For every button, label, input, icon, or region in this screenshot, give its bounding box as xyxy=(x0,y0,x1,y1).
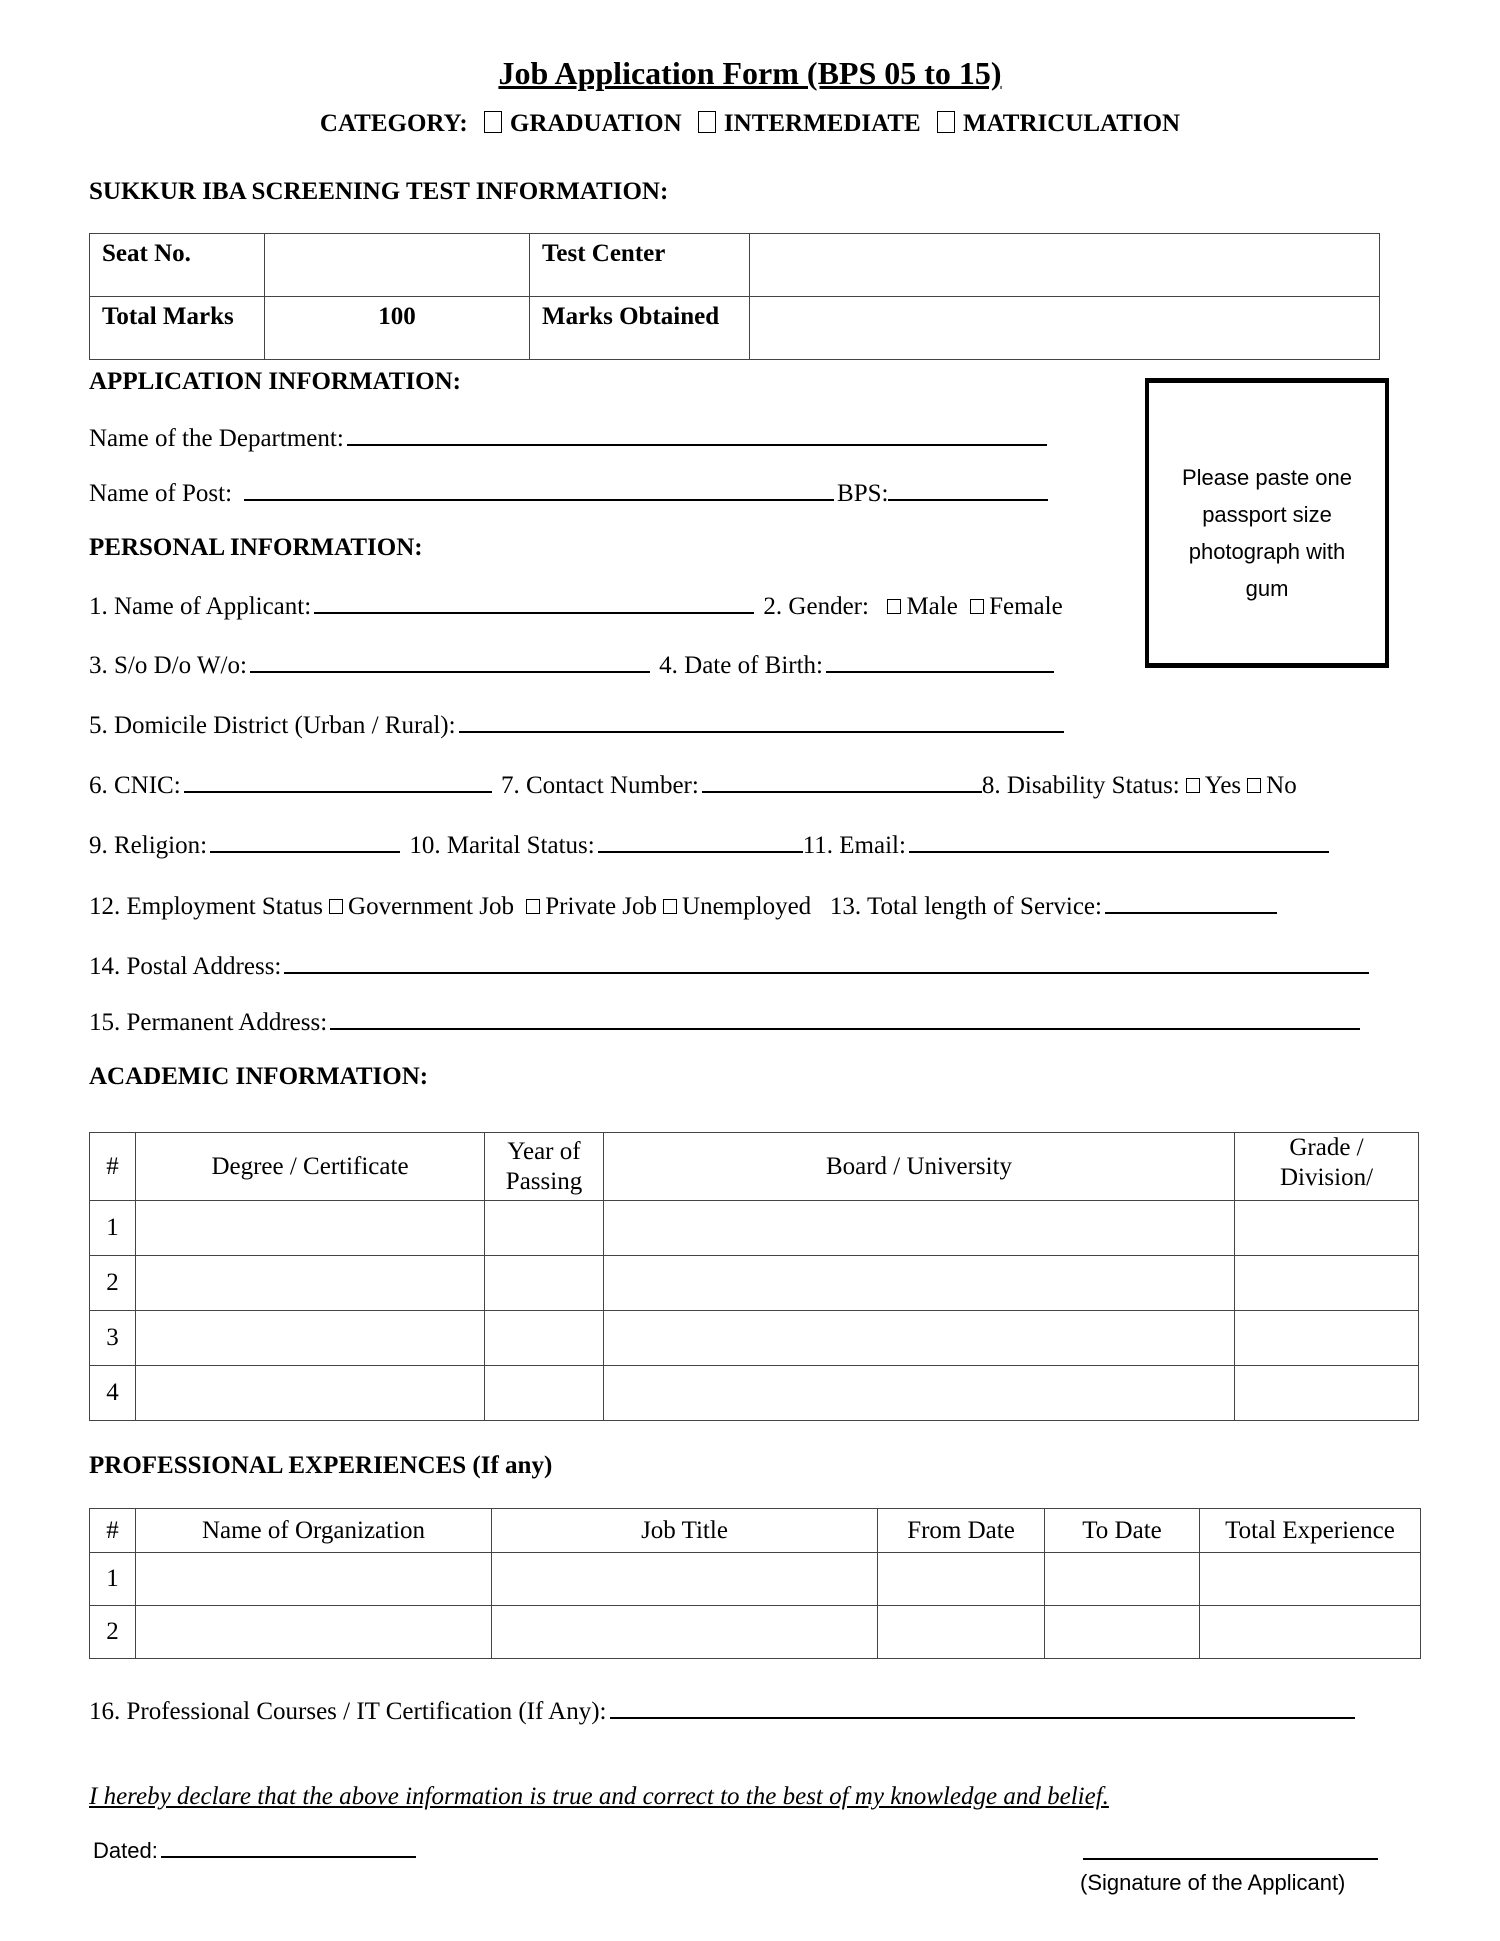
option-graduation: GRADUATION xyxy=(509,110,682,137)
row-number: 1 xyxy=(90,1201,136,1256)
option-government-job: Government Job xyxy=(348,893,514,920)
employment-row xyxy=(89,892,1280,921)
checkbox-private-job[interactable] xyxy=(526,899,540,914)
post-row xyxy=(89,479,1051,508)
total-marks-value: 100 xyxy=(265,297,530,360)
academic-table xyxy=(89,1132,1419,1421)
checkbox-female[interactable] xyxy=(970,599,984,614)
option-unemployed: Unemployed xyxy=(682,893,812,920)
parent-label: 3. S/o D/o W/o: xyxy=(89,652,247,679)
department-label: Name of the Department: xyxy=(89,425,344,452)
name-field[interactable] xyxy=(314,592,754,614)
employment-label: 12. Employment Status xyxy=(89,893,324,920)
domicile-label: 5. Domicile District (Urban / Rural): xyxy=(89,712,456,739)
total-experience-cell[interactable] xyxy=(1200,1606,1421,1659)
option-disability-yes: Yes xyxy=(1204,772,1242,799)
parent-dob-row xyxy=(89,651,1057,680)
dated-label: Dated: xyxy=(93,1838,158,1863)
organization-cell[interactable] xyxy=(136,1553,492,1606)
col-total-experience: Total Experience xyxy=(1200,1509,1421,1553)
religion-field[interactable] xyxy=(210,831,400,853)
row-number: 2 xyxy=(90,1256,136,1311)
dob-label: 4. Date of Birth: xyxy=(659,652,823,679)
domicile-field[interactable] xyxy=(459,711,1064,733)
professional-heading: PROFESSIONAL EXPERIENCES (If any) xyxy=(89,1452,553,1479)
postal-row xyxy=(89,952,1372,981)
signature-field[interactable] xyxy=(1083,1838,1378,1860)
to-date-cell[interactable] xyxy=(1045,1553,1200,1606)
job-title-cell[interactable] xyxy=(492,1606,878,1659)
col-year: Year of Passing xyxy=(485,1133,604,1201)
screening-heading: SUKKUR IBA SCREENING TEST INFORMATION: xyxy=(89,178,669,205)
dob-field[interactable] xyxy=(826,651,1054,673)
checkbox-government-job[interactable] xyxy=(329,899,343,914)
permanent-label: 15. Permanent Address: xyxy=(89,1009,328,1036)
religion-label: 9. Religion: xyxy=(89,832,208,859)
total-experience-cell[interactable] xyxy=(1200,1553,1421,1606)
row-number: 3 xyxy=(90,1311,136,1366)
email-field[interactable] xyxy=(909,831,1329,853)
post-field[interactable] xyxy=(244,479,834,501)
service-field[interactable] xyxy=(1105,892,1277,914)
board-cell[interactable] xyxy=(604,1256,1235,1311)
checkbox-disability-no[interactable] xyxy=(1247,778,1261,793)
test-center-label: Test Center xyxy=(530,234,750,297)
option-intermediate: INTERMEDIATE xyxy=(723,110,921,137)
option-female: Female xyxy=(989,593,1063,620)
courses-field[interactable] xyxy=(610,1697,1355,1719)
option-male: Male xyxy=(906,593,958,620)
declaration-text: I hereby declare that the above information is true and correct to the best of my knowledge and belief. xyxy=(89,1783,1109,1810)
grade-cell[interactable] xyxy=(1235,1201,1419,1256)
checkbox-matriculation[interactable] xyxy=(937,111,955,133)
category-label: CATEGORY: xyxy=(319,110,468,137)
marks-obtained-label: Marks Obtained xyxy=(530,297,750,360)
grade-cell[interactable] xyxy=(1235,1311,1419,1366)
name-label: 1. Name of Applicant: xyxy=(89,593,312,620)
gender-label: 2. Gender: xyxy=(763,593,869,620)
professional-table xyxy=(89,1508,1421,1659)
row-number: 4 xyxy=(90,1366,136,1421)
year-cell[interactable] xyxy=(485,1201,604,1256)
table-row xyxy=(90,1553,1421,1606)
marks-obtained-field[interactable] xyxy=(750,297,1380,360)
disability-label: 8. Disability Status: xyxy=(981,772,1180,799)
department-field[interactable] xyxy=(347,424,1047,446)
department-row xyxy=(89,424,1050,453)
col-to-date: To Date xyxy=(1045,1509,1200,1553)
board-cell[interactable] xyxy=(604,1366,1235,1421)
photo-text-3: photograph with xyxy=(1188,539,1346,564)
parent-field[interactable] xyxy=(250,651,650,673)
checkbox-graduation[interactable] xyxy=(484,111,502,133)
board-cell[interactable] xyxy=(604,1311,1235,1366)
dated-row xyxy=(93,1838,419,1864)
page-title: Job Application Form (BPS 05 to 15) xyxy=(498,55,1002,91)
to-date-cell[interactable] xyxy=(1045,1606,1200,1659)
test-center-field[interactable] xyxy=(750,234,1380,297)
category-row xyxy=(0,110,1500,138)
marital-label: 10. Marital Status: xyxy=(409,832,595,859)
col-grade: Grade / Division/ xyxy=(1235,1133,1419,1201)
service-label: 13. Total length of Service: xyxy=(829,893,1102,920)
photo-text-4: gum xyxy=(1245,576,1289,601)
checkbox-male[interactable] xyxy=(887,599,901,614)
job-title-cell[interactable] xyxy=(492,1553,878,1606)
board-cell[interactable] xyxy=(604,1201,1235,1256)
photo-text-2: passport size xyxy=(1202,502,1332,527)
photo-placeholder[interactable] xyxy=(1145,378,1389,668)
photo-text-1: Please paste one xyxy=(1181,465,1353,490)
courses-row xyxy=(89,1697,1358,1726)
year-cell[interactable] xyxy=(485,1366,604,1421)
signature-label: (Signature of the Applicant) xyxy=(1080,1870,1346,1895)
contact-label: 7. Contact Number: xyxy=(500,772,699,799)
organization-cell[interactable] xyxy=(136,1606,492,1659)
contact-field[interactable] xyxy=(702,771,982,793)
dated-field[interactable] xyxy=(161,1838,416,1858)
col-number: # xyxy=(90,1509,136,1553)
table-row xyxy=(90,1366,1419,1421)
checkbox-unemployed[interactable] xyxy=(663,899,677,914)
domicile-row xyxy=(89,711,1067,740)
seat-no-label: Seat No. xyxy=(90,234,265,297)
degree-cell[interactable] xyxy=(136,1366,485,1421)
col-number: # xyxy=(90,1133,136,1201)
email-label: 11. Email: xyxy=(802,832,906,859)
row-number: 2 xyxy=(90,1606,136,1659)
col-degree: Degree / Certificate xyxy=(136,1133,485,1201)
cnic-contact-row xyxy=(89,771,1297,800)
religion-row xyxy=(89,831,1332,860)
academic-heading: ACADEMIC INFORMATION: xyxy=(89,1063,429,1090)
permanent-row xyxy=(89,1008,1363,1037)
name-gender-row xyxy=(89,592,1063,621)
year-cell[interactable] xyxy=(485,1311,604,1366)
row-number: 1 xyxy=(90,1553,136,1606)
postal-label: 14. Postal Address: xyxy=(89,953,282,980)
application-heading: APPLICATION INFORMATION: xyxy=(89,368,461,395)
table-row xyxy=(90,1256,1419,1311)
table-row xyxy=(90,1606,1421,1659)
total-marks-label: Total Marks xyxy=(90,297,265,360)
degree-cell[interactable] xyxy=(136,1311,485,1366)
option-matriculation: MATRICULATION xyxy=(962,110,1181,137)
degree-cell[interactable] xyxy=(136,1201,485,1256)
seat-no-field[interactable] xyxy=(265,234,530,297)
cnic-label: 6. CNIC: xyxy=(89,772,181,799)
col-job-title: Job Title xyxy=(492,1509,878,1553)
table-row xyxy=(90,1201,1419,1256)
grade-cell[interactable] xyxy=(1235,1256,1419,1311)
personal-heading: PERSONAL INFORMATION: xyxy=(89,534,423,561)
cnic-field[interactable] xyxy=(184,771,492,793)
col-organization: Name of Organization xyxy=(136,1509,492,1553)
bps-label: BPS: xyxy=(837,480,889,507)
year-cell[interactable] xyxy=(485,1256,604,1311)
post-label: Name of Post: xyxy=(89,480,233,507)
col-board: Board / University xyxy=(604,1133,1235,1201)
option-disability-no: No xyxy=(1266,772,1297,799)
degree-cell[interactable] xyxy=(136,1256,485,1311)
checkbox-intermediate[interactable] xyxy=(698,111,716,133)
marital-field[interactable] xyxy=(598,831,803,853)
from-date-cell[interactable] xyxy=(878,1606,1045,1659)
screening-table xyxy=(89,233,1380,360)
courses-label: 16. Professional Courses / IT Certification (If Any): xyxy=(89,1698,607,1725)
postal-field[interactable] xyxy=(284,952,1369,974)
col-from-date: From Date xyxy=(878,1509,1045,1553)
option-private-job: Private Job xyxy=(545,893,658,920)
table-row xyxy=(90,1311,1419,1366)
grade-cell[interactable] xyxy=(1235,1366,1419,1421)
from-date-cell[interactable] xyxy=(878,1553,1045,1606)
checkbox-disability-yes[interactable] xyxy=(1186,778,1200,793)
permanent-field[interactable] xyxy=(330,1008,1360,1030)
bps-field[interactable] xyxy=(888,479,1048,501)
